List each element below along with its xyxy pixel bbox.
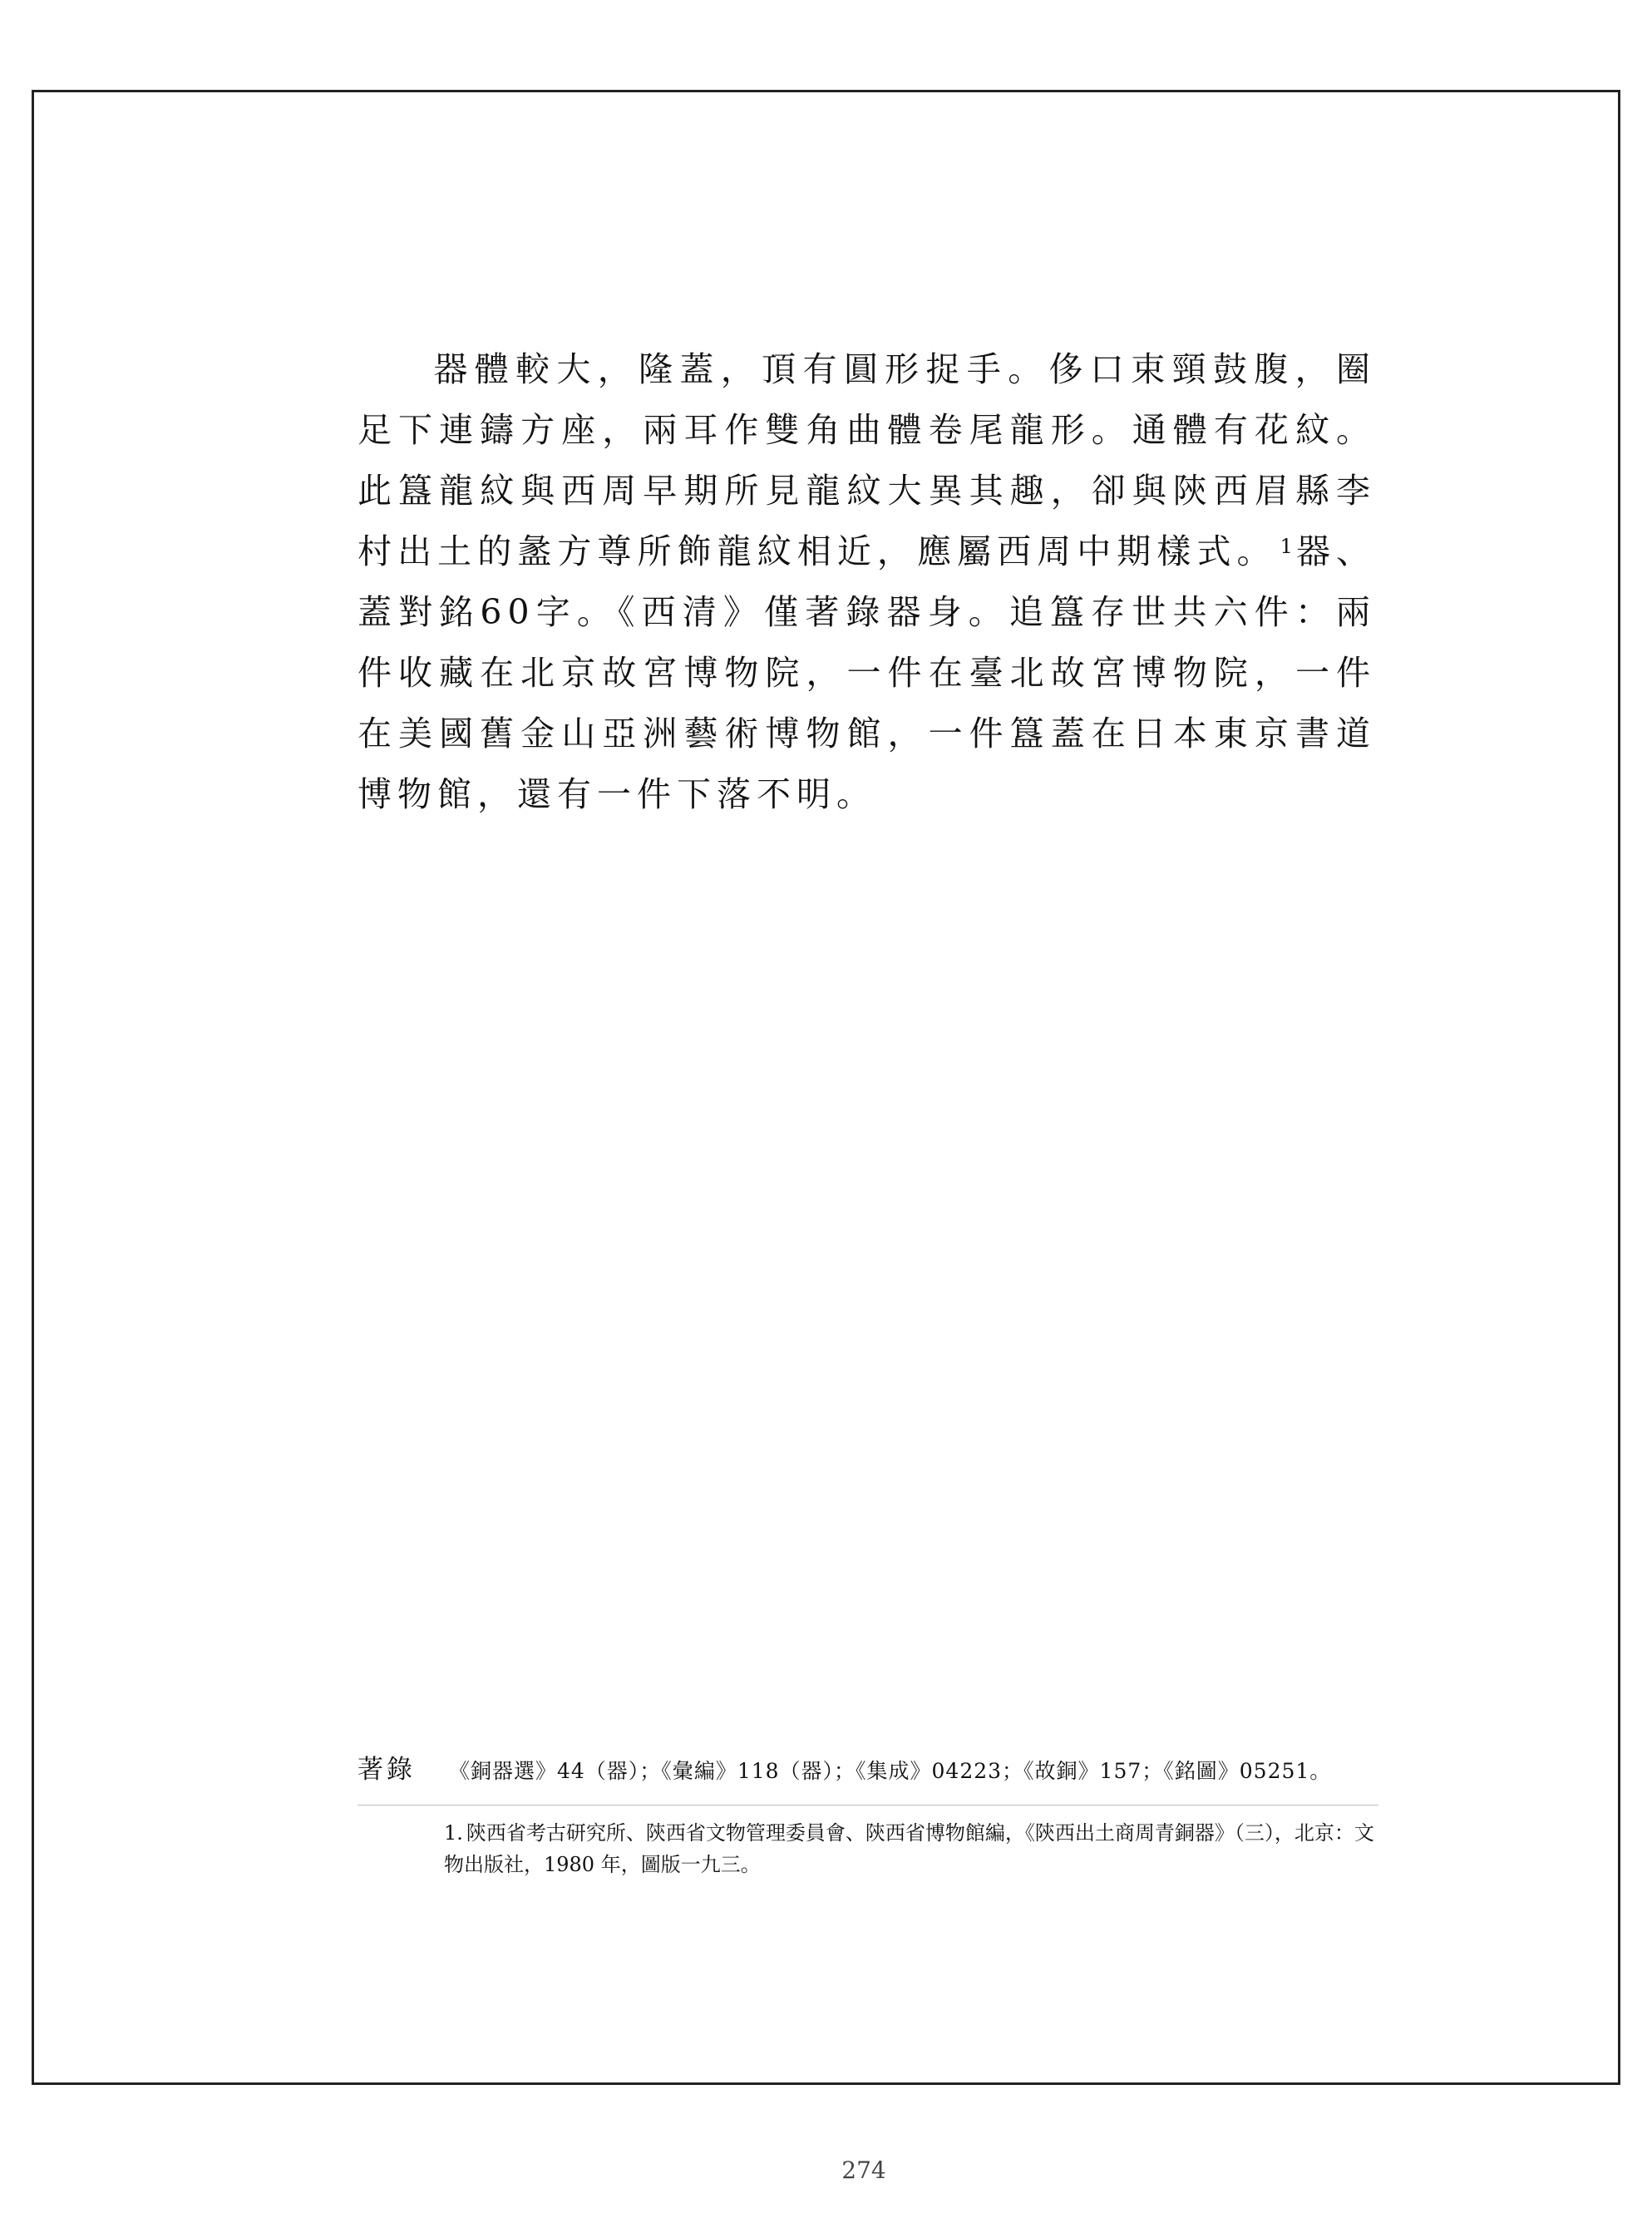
footnote-text: 陝西省考古研究所、陝西省文物管理委員會、陝西省博物館編，《陝西出土商周青銅器》（三），北京：文物出版社，1980 年，圖版一九三。 [444,1821,1374,1876]
footnote-divider [358,1805,1378,1806]
bibliographic-records [358,1753,1388,1788]
footnote-number: 1. [444,1821,463,1845]
footnote-reference[interactable]: 1 [1280,535,1293,558]
footnote-1 [444,1817,1379,1880]
records-label: 著錄 [358,1755,416,1785]
paragraph-text-before-note: 器體較大，隆蓋，頂有圓形捉手。侈口束頸鼓腹，圈足下連鑄方座，兩耳作雙角曲體卷尾龍形。通體有花紋。此簋龍紋與西周早期所見龍紋大異其趣，卻與陝西眉縣李村出土的盠方尊所飾龍紋相近，應屬西周中期樣式。 [358,349,1376,571]
page-number: 274 [841,2156,886,2184]
paragraph-text-after-note: 器、蓋對銘60字。《西清》僅著錄器身。追簋存世共六件：兩件收藏在北京故宮博物院，一件在臺北故宮博物院，一件在美國舊金山亞洲藝術博物館，一件簋蓋在日本東京書道博物館，還有一件下落不明。 [358,531,1377,814]
main-paragraph [358,339,1376,825]
records-content: 《銅器選》44（器）；《彙編》118（器）；《集成》04223；《故銅》157；《銘圖》05251。 [449,1759,1332,1783]
